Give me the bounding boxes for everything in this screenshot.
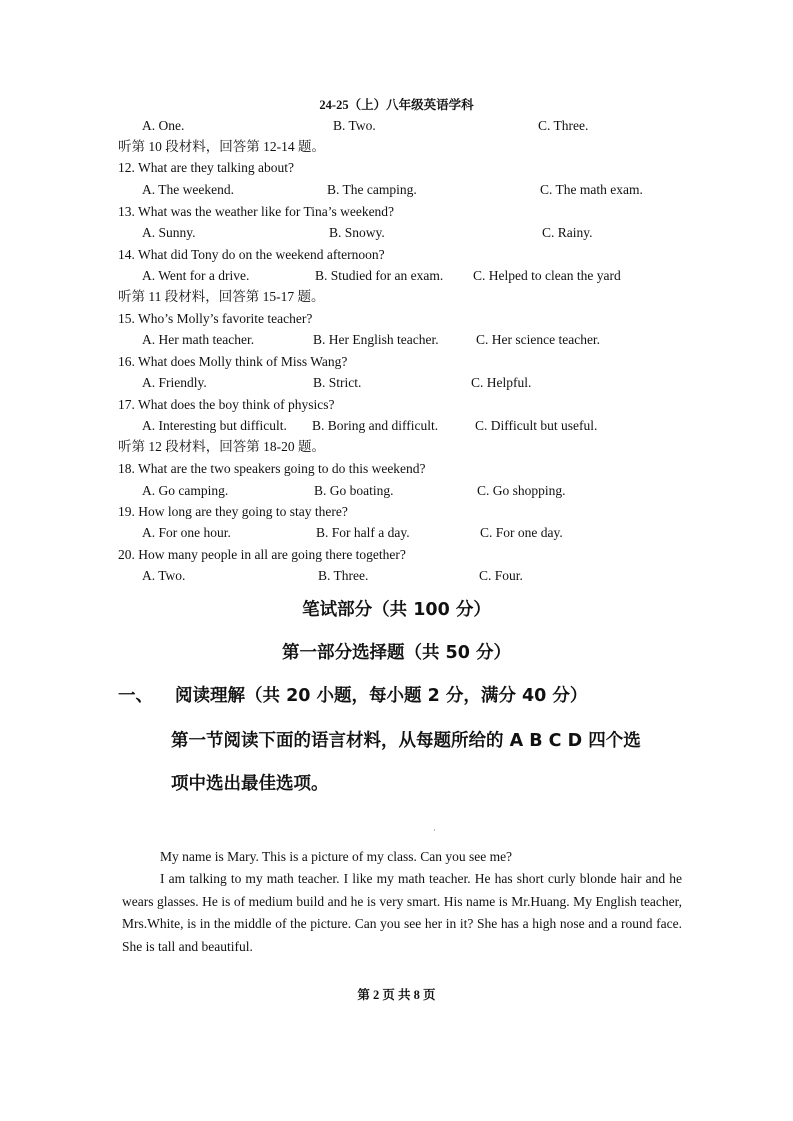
q17-option-b: B. Boring and difficult.: [312, 418, 439, 433]
reading-passage: [122, 846, 682, 958]
q13-option-c: C. Rainy.: [542, 225, 593, 240]
q17-option-c: C. Difficult but useful.: [475, 418, 598, 433]
q16-option-a: A. Friendly.: [142, 375, 207, 390]
q18-stem: 18. What are the two speakers going to do this weekend?: [118, 461, 426, 476]
q16-stem: 16. What does Molly think of Miss Wang?: [118, 354, 348, 369]
q12-options: [0, 179, 793, 201]
q19-options: [0, 522, 793, 544]
q18-option-c: C. Go shopping.: [477, 483, 566, 498]
reading-heading: [118, 682, 587, 707]
q17-stem: 17. What does the boy think of physics?: [118, 397, 335, 412]
q19-option-b: B. For half a day.: [316, 525, 410, 540]
q20-option-b: B. Three.: [318, 568, 369, 583]
reading-number: 一、: [118, 686, 153, 706]
q20-option-c: C. Four.: [479, 568, 523, 583]
section-12-instruction: 听第 12 段材料，回答第 18-20 题。: [118, 439, 325, 454]
scan-speck: ·: [433, 826, 436, 835]
q11-option-b: B. Two.: [333, 118, 376, 133]
q20-options: [0, 565, 793, 587]
q20-stem: 20. How many people in all are going there together?: [118, 547, 406, 562]
q15-stem: 15. Who’s Molly’s favorite teacher?: [118, 311, 313, 326]
q13-options: [0, 222, 793, 244]
q19-option-a: A. For one hour.: [142, 525, 231, 540]
q14-stem: 14. What did Tony do on the weekend afternoon?: [118, 247, 385, 262]
q13-stem: 13. What was the weather like for Tina’s weekend?: [118, 204, 395, 219]
q14-option-b: B. Studied for an exam.: [315, 268, 444, 283]
q14-option-c: C. Helped to clean the yard: [473, 268, 621, 283]
q13-option-a: A. Sunny.: [142, 225, 196, 240]
q12-option-a: A. The weekend.: [142, 182, 234, 197]
reading-instruction-line1: 第一节阅读下面的语言材料，从每题所给的 A B C D 四个选: [171, 731, 641, 751]
q13-option-b: B. Snowy.: [329, 225, 385, 240]
part-one-title: 第一部分选择题（共 50 分）: [281, 643, 512, 663]
section-10-instruction: 听第 10 段材料，回答第 12-14 题。: [118, 139, 325, 154]
q18-option-b: B. Go boating.: [314, 483, 394, 498]
q14-options: [0, 265, 793, 287]
q15-option-a: A. Her math teacher.: [142, 332, 255, 347]
q14-option-a: A. Went for a drive.: [142, 268, 250, 283]
q12-stem: 12. What are they talking about?: [118, 160, 294, 175]
q20-option-a: A. Two.: [142, 568, 186, 583]
q16-option-b: B. Strict.: [313, 375, 362, 390]
q15-option-b: B. Her English teacher.: [313, 332, 439, 347]
q12-option-b: B. The camping.: [327, 182, 417, 197]
q17-option-a: A. Interesting but difficult.: [142, 418, 287, 433]
page-footer: 第 2 页 共 8 页: [357, 988, 436, 1002]
q18-options: [0, 480, 793, 502]
passage-paragraph-1: My name is Mary. This is a picture of my class. Can you see me?: [160, 849, 513, 864]
reading-title: 阅读理解（共 20 小题，每小题 2 分，满分 40 分）: [175, 686, 588, 706]
q11-option-a: A. One.: [142, 118, 185, 133]
written-section-title: 笔试部分（共 100 分）: [302, 600, 491, 620]
q18-option-a: A. Go camping.: [142, 483, 229, 498]
page-header: 24-25（上）八年级英语学科: [319, 98, 474, 112]
q19-option-c: C. For one day.: [480, 525, 563, 540]
passage-paragraph-2: I am talking to my math teacher. I like my math teacher. He has short curly blonde hair and he wears glasses. He is of medium build and he is very smart. His name is Mr.Huang. My English teacher, Mrs.White, is in the middle of the picture. Can you see her in it? She has a high nose and a round face. She is tall and beautiful.: [122, 871, 682, 954]
section-11-instruction: 听第 11 段材料，回答第 15-17 题。: [118, 289, 325, 304]
q11-option-c: C. Three.: [538, 118, 589, 133]
q19-stem: 19. How long are they going to stay there?: [118, 504, 348, 519]
q15-option-c: C. Her science teacher.: [476, 332, 601, 347]
q11-options: [0, 115, 793, 137]
q16-options: [0, 372, 793, 394]
q17-options: [0, 415, 793, 437]
q15-options: [0, 329, 793, 351]
q12-option-c: C. The math exam.: [540, 182, 643, 197]
reading-instruction-line2: 项中选出最佳选项。: [171, 774, 329, 794]
q16-option-c: C. Helpful.: [471, 375, 532, 390]
